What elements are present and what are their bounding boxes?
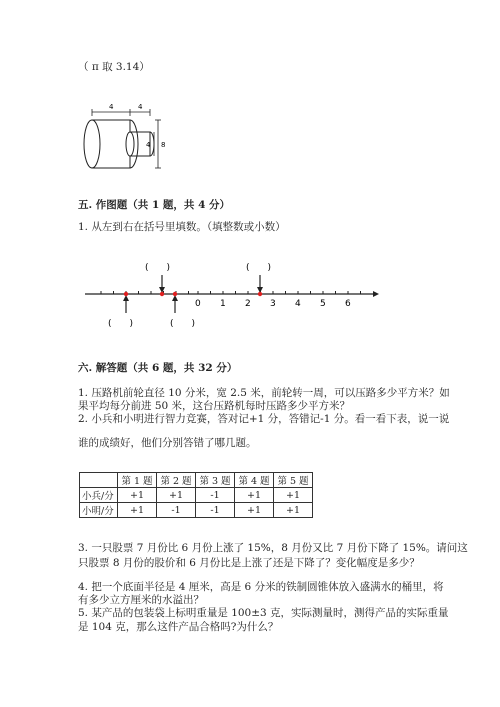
table-cell: +1 — [157, 488, 196, 503]
bracket-above-2: ( ) — [246, 263, 272, 273]
marker-3 — [173, 292, 177, 296]
table-corner — [80, 473, 118, 488]
q1-line2: 果平均每分前进 50 米，这台压路机每时压路多少平方米？ — [78, 400, 351, 412]
table-cell: +1 — [118, 488, 157, 503]
q5-line1: 5. 某产品的包装袋上标明重量是 100±3 克，实际测量时，测得产品的实际重量 — [78, 607, 449, 619]
table-row — [80, 503, 313, 518]
table-header: 第 5 题 — [274, 473, 313, 488]
q1-line1: 1. 压路机前轮直径 10 分米，宽 2.5 米，前轮转一周，可以压路多少平方米？如 — [78, 387, 450, 399]
table-header-row — [80, 473, 313, 488]
row-name: 小明/分 — [80, 503, 118, 518]
table-cell: +1 — [235, 503, 274, 518]
bracket-below-1: ( ) — [108, 319, 134, 329]
marker-4 — [258, 292, 262, 296]
tick-label-1: 1 — [220, 299, 226, 309]
dim-d-label: 8 — [161, 141, 166, 149]
tick-label-0: 0 — [195, 299, 201, 309]
table-row — [80, 488, 313, 503]
table-cell: +1 — [118, 503, 157, 518]
table-header: 第 4 题 — [235, 473, 274, 488]
tick-label-6: 6 — [345, 299, 351, 309]
table-cell: +1 — [274, 488, 313, 503]
table-cell: +1 — [235, 488, 274, 503]
tick-label-2: 2 — [245, 299, 251, 309]
table-cell: -1 — [157, 503, 196, 518]
pi-note: （ π 取 3.14） — [78, 61, 150, 73]
number-line — [75, 258, 390, 338]
scores-table — [79, 472, 313, 518]
marker-1 — [124, 292, 128, 296]
axis-arrowhead — [373, 291, 379, 297]
q3-line2: 只股票 8 月份的股价和 6 月份比是上涨了还是下降了？变化幅度是多少？ — [78, 557, 420, 569]
q3-line1: 3. 一只股票 7 月份比 6 月份上涨了 15%，8 月份又比 7 月份下降了 15%。请问这 — [78, 542, 468, 554]
cylinder-figure — [70, 100, 180, 176]
bracket-above-1: ( ) — [145, 263, 171, 273]
dim-a-label: 4 — [109, 103, 114, 111]
q2-line1: 2. 小兵和小明进行智力竞赛，答对记+1 分，答错记-1 分。看一看下表，说一说 — [78, 413, 450, 425]
tick-label-5: 5 — [320, 299, 326, 309]
q4-line1: 4. 把一个底面半径是 4 厘米，高是 6 分米的铁制圆锥体放入盛满水的桶里，将 — [78, 581, 444, 593]
marker-2 — [160, 292, 164, 296]
table-header: 第 2 题 — [157, 473, 196, 488]
bracket-below-2: ( ) — [170, 319, 196, 329]
table-header: 第 3 题 — [196, 473, 235, 488]
q2-line2: 谁的成绩好，他们分别答错了哪几题。 — [78, 437, 257, 449]
table-cell: +1 — [274, 503, 313, 518]
table-header: 第 1 题 — [118, 473, 157, 488]
tick-label-3: 3 — [270, 299, 276, 309]
dim-c-label: 4 — [146, 141, 151, 149]
tick-label-4: 4 — [295, 299, 301, 309]
q5-line2: 是 104 克，那么这件产品合格吗?为什么？ — [78, 621, 279, 633]
table-cell: -1 — [196, 503, 235, 518]
dim-b-label: 4 — [138, 103, 143, 111]
table-cell: -1 — [196, 488, 235, 503]
section5-heading: 五. 作图题（共 1 题，共 4 分） — [78, 199, 231, 211]
section6-heading: 六. 解答题（共 6 题，共 32 分） — [78, 362, 238, 374]
q4-line2: 有多少立方厘米的水溢出？ — [78, 594, 204, 606]
row-name: 小兵/分 — [80, 488, 118, 503]
section5-q1: 1. 从左到右在括号里填数。（填整数或小数） — [78, 221, 286, 233]
